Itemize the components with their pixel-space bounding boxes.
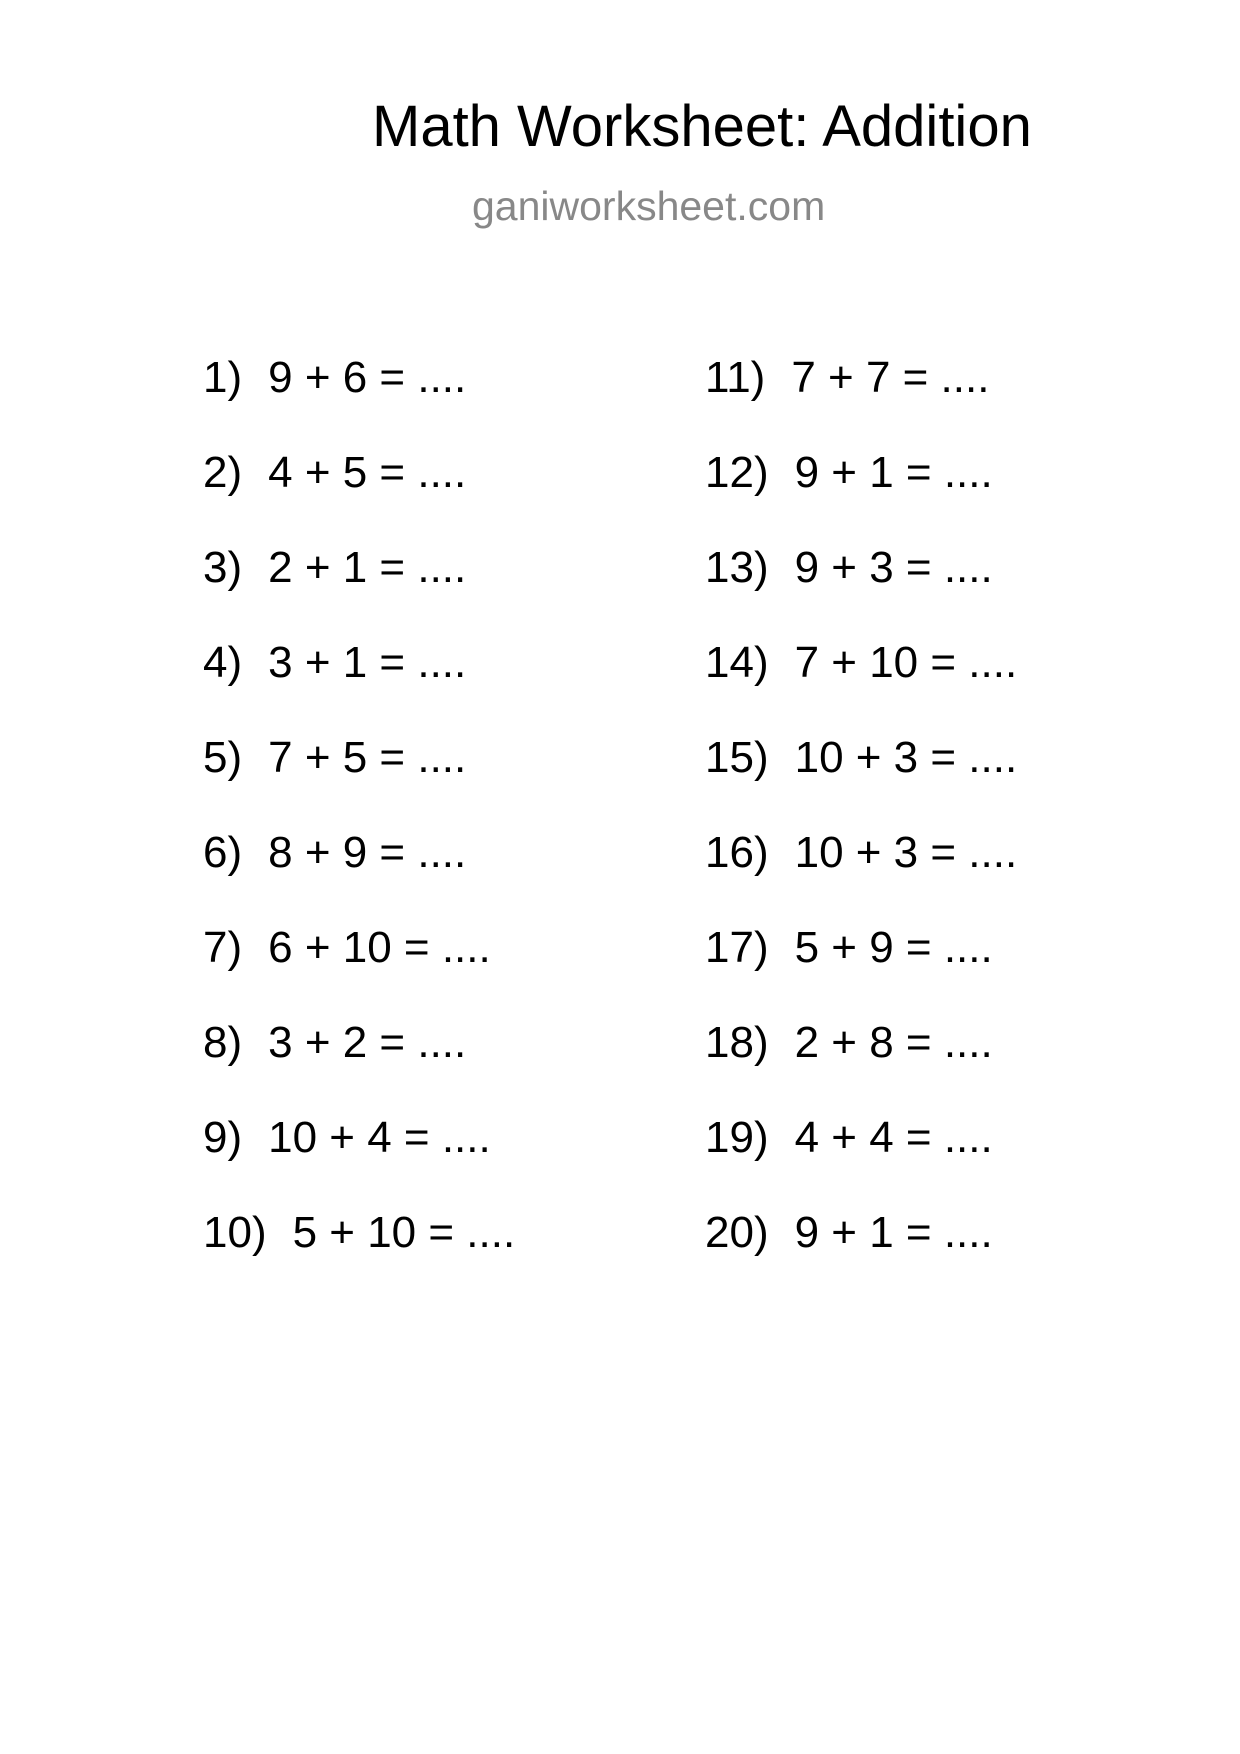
problem-item [203, 923, 491, 972]
page-title: Math Worksheet: Addition [372, 94, 1032, 159]
problem-expression: 3 + 1 = .... [268, 638, 467, 687]
problem-number: 3) [203, 543, 243, 592]
problem-expression: 10 + 3 = .... [794, 828, 1018, 877]
problem-number: 18) [705, 1018, 769, 1067]
problem-expression: 4 + 5 = .... [268, 448, 467, 497]
problem-item [203, 353, 467, 402]
problem-expression: 9 + 1 = .... [794, 448, 993, 497]
problem-expression: 10 + 4 = .... [268, 1113, 491, 1162]
problem-number: 8) [203, 1018, 243, 1067]
problem-number: 13) [705, 543, 769, 592]
problem-number: 14) [705, 638, 769, 687]
problem-expression: 7 + 7 = .... [791, 353, 990, 402]
problem-item [705, 1018, 993, 1067]
problem-number: 15) [705, 733, 769, 782]
problem-item [705, 828, 1018, 877]
problem-expression: 7 + 10 = .... [794, 638, 1018, 687]
problem-item [705, 448, 993, 497]
problem-number: 9) [203, 1113, 243, 1162]
problem-item [705, 733, 1018, 782]
problem-item [705, 1113, 993, 1162]
problem-item [203, 448, 467, 497]
problem-expression: 6 + 10 = .... [268, 923, 491, 972]
problem-number: 20) [705, 1208, 769, 1257]
problem-number: 17) [705, 923, 769, 972]
problem-number: 19) [705, 1113, 769, 1162]
problem-number: 1) [203, 353, 243, 402]
problem-number: 6) [203, 828, 243, 877]
problem-item [705, 543, 993, 592]
problem-expression: 8 + 9 = .... [268, 828, 467, 877]
problem-item [203, 543, 467, 592]
problem-expression: 4 + 4 = .... [794, 1113, 993, 1162]
problem-item [705, 638, 1018, 687]
problem-number: 7) [203, 923, 243, 972]
problem-number: 5) [203, 733, 243, 782]
website-watermark: ganiworksheet.com [472, 183, 826, 229]
problem-number: 16) [705, 828, 769, 877]
problem-number: 12) [705, 448, 769, 497]
problem-item [705, 923, 993, 972]
problem-item [203, 828, 467, 877]
problem-expression: 5 + 10 = .... [292, 1208, 516, 1257]
problem-expression: 9 + 1 = .... [794, 1208, 993, 1257]
problem-number: 10) [203, 1208, 267, 1257]
problem-item [705, 1208, 993, 1257]
problem-expression: 9 + 6 = .... [268, 353, 467, 402]
problem-number: 4) [203, 638, 243, 687]
problem-item [705, 353, 990, 402]
problem-expression: 5 + 9 = .... [794, 923, 993, 972]
problem-expression: 2 + 8 = .... [794, 1018, 993, 1067]
problem-item [203, 733, 467, 782]
problem-item [203, 638, 467, 687]
problem-item [203, 1208, 516, 1257]
problem-expression: 10 + 3 = .... [794, 733, 1018, 782]
problem-item [203, 1113, 491, 1162]
problem-expression: 9 + 3 = .... [794, 543, 993, 592]
problem-expression: 7 + 5 = .... [268, 733, 467, 782]
problem-item [203, 1018, 467, 1067]
problem-number: 11) [705, 353, 766, 402]
problem-number: 2) [203, 448, 243, 497]
problem-expression: 3 + 2 = .... [268, 1018, 467, 1067]
problem-expression: 2 + 1 = .... [268, 543, 467, 592]
